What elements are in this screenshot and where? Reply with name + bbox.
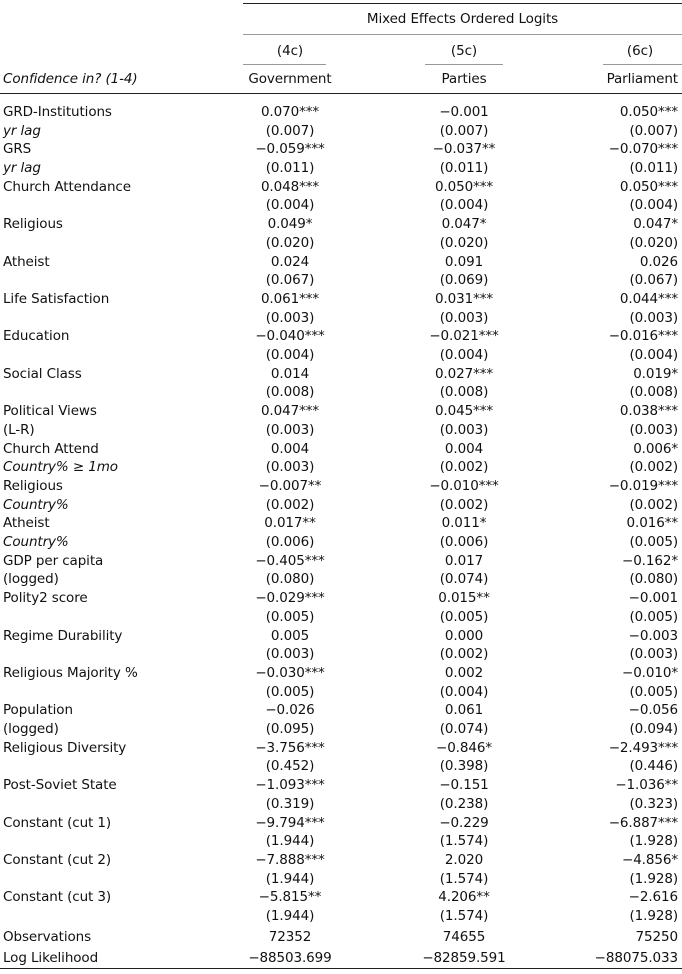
coefficient-cell: −0.059*** <box>255 141 325 157</box>
coefficient-cell: −0.405*** <box>255 553 325 569</box>
std-error-cell: (1.928) <box>629 908 678 924</box>
row-label: Political Views <box>3 403 97 419</box>
std-error-cell: (0.005) <box>629 684 678 700</box>
row-label: Religious <box>3 216 63 232</box>
coefficient-cell: 0.050*** <box>619 104 678 120</box>
coefficient-cell: −0.010*** <box>429 478 499 494</box>
coefficient-cell: −0.003 <box>628 628 678 644</box>
coefficient-cell: 0.050*** <box>619 179 678 195</box>
coefficient-cell: 0.004 <box>444 441 484 457</box>
coefficient-cell: −0.162* <box>621 553 678 569</box>
row-label: Constant (cut 2) <box>3 852 112 868</box>
coefficient-cell: 0.011* <box>441 515 487 531</box>
std-error-cell: (0.067) <box>265 272 315 288</box>
std-error-cell: (0.074) <box>439 721 489 737</box>
footer-value: −82859.591 <box>422 950 506 966</box>
std-error-cell: (0.011) <box>629 160 678 176</box>
footer-value: 75250 <box>635 929 678 945</box>
model-number: (5c) <box>450 43 478 59</box>
std-error-cell: (0.069) <box>439 272 489 288</box>
row-sublabel: (logged) <box>3 571 59 587</box>
std-error-cell: (1.944) <box>265 871 315 887</box>
std-error-cell: (0.398) <box>439 758 489 774</box>
model-name: Parties <box>441 71 487 87</box>
std-error-cell: (0.446) <box>629 758 678 774</box>
coefficient-cell: −0.001 <box>628 590 678 606</box>
coefficient-cell: 0.047* <box>633 216 678 232</box>
coefficient-cell: 0.061*** <box>260 291 320 307</box>
coefficient-cell: −1.036** <box>615 777 678 793</box>
std-error-cell: (0.002) <box>439 497 489 513</box>
coefficient-cell: 0.027*** <box>434 366 494 382</box>
coefficient-cell: −2.616 <box>628 889 678 905</box>
bottom-rule <box>0 968 682 969</box>
coefficient-cell: −0.010* <box>621 665 678 681</box>
coefficient-cell: 0.050*** <box>434 179 494 195</box>
row-label: GRS <box>3 141 32 157</box>
std-error-cell: (0.008) <box>629 384 678 400</box>
std-error-cell: (0.011) <box>265 160 315 176</box>
std-error-cell: (0.080) <box>629 571 678 587</box>
row-label: Atheist <box>3 254 50 270</box>
std-error-cell: (0.006) <box>439 534 489 550</box>
coefficient-cell: −0.001 <box>439 104 489 120</box>
coefficient-cell: 0.000 <box>444 628 484 644</box>
footer-value: 74655 <box>442 929 486 945</box>
std-error-cell: (0.094) <box>629 721 678 737</box>
coefficient-cell: −0.040*** <box>255 328 325 344</box>
coefficient-cell: 0.004 <box>270 441 310 457</box>
coefficient-cell: 0.049* <box>267 216 313 232</box>
std-error-cell: (0.005) <box>439 609 489 625</box>
row-label: Religious <box>3 478 63 494</box>
coefficient-cell: −0.029*** <box>255 590 325 606</box>
std-error-cell: (0.004) <box>439 347 489 363</box>
coefficient-cell: 0.005 <box>270 628 310 644</box>
row-label: Regime Durability <box>3 628 123 644</box>
std-error-cell: (1.928) <box>629 833 678 849</box>
std-error-cell: (0.452) <box>265 758 315 774</box>
std-error-cell: (0.067) <box>629 272 678 288</box>
std-error-cell: (0.004) <box>439 197 489 213</box>
header-rule <box>0 93 682 94</box>
row-sublabel: yr lag <box>3 160 41 176</box>
coefficient-cell: −0.056 <box>628 702 678 718</box>
coefficient-cell: 0.016** <box>626 515 678 531</box>
coefficient-cell: 0.061 <box>444 702 484 718</box>
coefficient-cell: −0.007** <box>258 478 322 494</box>
coefficient-cell: −0.026 <box>265 702 315 718</box>
coefficient-cell: −0.037** <box>432 141 496 157</box>
row-sublabel: (logged) <box>3 721 59 737</box>
coefficient-cell: −9.794*** <box>255 815 325 831</box>
coefficient-cell: −5.815** <box>258 889 322 905</box>
std-error-cell: (1.944) <box>265 908 315 924</box>
std-error-cell: (0.020) <box>265 235 315 251</box>
row-label: Constant (cut 1) <box>3 815 112 831</box>
std-error-cell: (0.020) <box>439 235 489 251</box>
model-number: (6c) <box>626 43 654 59</box>
model-rule <box>603 64 682 65</box>
row-label: Post-Soviet State <box>3 777 117 793</box>
row-label: Constant (cut 3) <box>3 889 112 905</box>
std-error-cell: (0.020) <box>629 235 678 251</box>
std-error-cell: (0.004) <box>629 347 678 363</box>
row-sublabel: (L-R) <box>3 422 35 438</box>
group-rule <box>243 34 682 35</box>
std-error-cell: (0.003) <box>265 310 315 326</box>
coefficient-cell: −0.229 <box>439 815 489 831</box>
coefficient-cell: 0.031*** <box>434 291 494 307</box>
coefficient-cell: 0.048*** <box>260 179 320 195</box>
std-error-cell: (0.074) <box>439 571 489 587</box>
std-error-cell: (0.003) <box>439 422 489 438</box>
std-error-cell: (0.003) <box>629 646 678 662</box>
coefficient-cell: −0.016*** <box>608 328 678 344</box>
std-error-cell: (0.238) <box>439 796 489 812</box>
std-error-cell: (1.574) <box>439 833 489 849</box>
coefficient-cell: 0.047* <box>441 216 487 232</box>
coefficient-cell: 0.017 <box>444 553 484 569</box>
footer-value: 72352 <box>268 929 312 945</box>
std-error-cell: (1.944) <box>265 833 315 849</box>
row-label: GDP per capita <box>3 553 104 569</box>
std-error-cell: (0.005) <box>629 609 678 625</box>
coefficient-cell: 0.017** <box>264 515 316 531</box>
coefficient-cell: −0.021*** <box>429 328 499 344</box>
coefficient-cell: −0.846* <box>435 740 492 756</box>
coefficient-cell: 0.038*** <box>619 403 678 419</box>
footer-value: −88075.033 <box>594 950 678 966</box>
std-error-cell: (0.006) <box>265 534 315 550</box>
coefficient-cell: 0.019* <box>633 366 678 382</box>
std-error-cell: (0.005) <box>265 609 315 625</box>
std-error-cell: (0.003) <box>629 310 678 326</box>
std-error-cell: (0.004) <box>629 197 678 213</box>
model-number: (4c) <box>276 43 304 59</box>
row-sublabel: Country% <box>3 497 69 513</box>
coefficient-cell: 0.015** <box>438 590 490 606</box>
row-label: Religious Majority % <box>3 665 138 681</box>
row-label: Religious Diversity <box>3 740 127 756</box>
coefficient-cell: 2.020 <box>444 852 484 868</box>
coefficient-cell: −0.151 <box>439 777 489 793</box>
coefficient-cell: 0.091 <box>444 254 484 270</box>
std-error-cell: (0.007) <box>439 123 489 139</box>
std-error-cell: (0.008) <box>265 384 315 400</box>
model-name: Government <box>248 71 332 87</box>
row-label: Polity2 score <box>3 590 88 606</box>
std-error-cell: (0.004) <box>265 347 315 363</box>
coefficient-cell: 0.024 <box>270 254 310 270</box>
std-error-cell: (0.323) <box>629 796 678 812</box>
row-label: Church Attendance <box>3 179 131 195</box>
std-error-cell: (0.095) <box>265 721 315 737</box>
std-error-cell: (0.002) <box>439 459 489 475</box>
std-error-cell: (0.080) <box>265 571 315 587</box>
std-error-cell: (0.011) <box>439 160 489 176</box>
row-label: Population <box>3 702 73 718</box>
std-error-cell: (1.574) <box>439 908 489 924</box>
group-title: Mixed Effects Ordered Logits <box>366 11 559 27</box>
row-label: Atheist <box>3 515 50 531</box>
row-sublabel: Country% ≥ 1mo <box>3 459 118 475</box>
model-name: Parliament <box>606 71 678 87</box>
coefficient-cell: −2.493*** <box>608 740 678 756</box>
std-error-cell: (0.003) <box>439 310 489 326</box>
row-label: Life Satisfaction <box>3 291 110 307</box>
std-error-cell: (0.008) <box>439 384 489 400</box>
std-error-cell: (0.003) <box>265 459 315 475</box>
coefficient-cell: 0.002 <box>444 665 484 681</box>
std-error-cell: (0.007) <box>265 123 315 139</box>
row-label: Education <box>3 328 70 344</box>
std-error-cell: (0.005) <box>265 684 315 700</box>
coefficient-cell: 4.206** <box>438 889 490 905</box>
std-error-cell: (0.319) <box>265 796 315 812</box>
coefficient-cell: 0.014 <box>270 366 310 382</box>
row-label: Church Attend <box>3 441 99 457</box>
coefficient-cell: 0.006* <box>633 441 678 457</box>
std-error-cell: (0.002) <box>265 497 315 513</box>
coefficient-cell: 0.044*** <box>619 291 678 307</box>
coefficient-cell: −6.887*** <box>608 815 678 831</box>
coefficient-cell: 0.045*** <box>434 403 494 419</box>
row-label: Social Class <box>3 366 82 382</box>
std-error-cell: (0.004) <box>265 197 315 213</box>
stub-label: Confidence in? (1-4) <box>3 71 138 87</box>
std-error-cell: (0.002) <box>629 497 678 513</box>
std-error-cell: (0.002) <box>629 459 678 475</box>
coefficient-cell: −4.856* <box>621 852 678 868</box>
coefficient-cell: −7.888*** <box>255 852 325 868</box>
coefficient-cell: −3.756*** <box>255 740 325 756</box>
std-error-cell: (0.003) <box>265 646 315 662</box>
footer-label: Observations <box>3 929 92 945</box>
row-sublabel: Country% <box>3 534 69 550</box>
std-error-cell: (0.004) <box>439 684 489 700</box>
std-error-cell: (0.005) <box>629 534 678 550</box>
coefficient-cell: −0.019*** <box>608 478 678 494</box>
row-sublabel: yr lag <box>3 123 41 139</box>
row-label: GRD-Institutions <box>3 104 112 120</box>
footer-label: Log Likelihood <box>3 950 99 966</box>
coefficient-cell: 0.070*** <box>260 104 320 120</box>
std-error-cell: (0.002) <box>439 646 489 662</box>
std-error-cell: (0.003) <box>265 422 315 438</box>
coefficient-cell: −0.030*** <box>255 665 325 681</box>
coefficient-cell: 0.026 <box>639 254 678 270</box>
std-error-cell: (1.928) <box>629 871 678 887</box>
model-rule <box>243 64 326 65</box>
model-rule <box>425 64 503 65</box>
coefficient-cell: −1.093*** <box>255 777 325 793</box>
std-error-cell: (0.007) <box>629 123 678 139</box>
coefficient-cell: −0.070*** <box>608 141 678 157</box>
std-error-cell: (0.003) <box>629 422 678 438</box>
footer-value: −88503.699 <box>248 950 332 966</box>
coefficient-cell: 0.047*** <box>260 403 320 419</box>
std-error-cell: (1.574) <box>439 871 489 887</box>
top-rule <box>243 3 682 4</box>
